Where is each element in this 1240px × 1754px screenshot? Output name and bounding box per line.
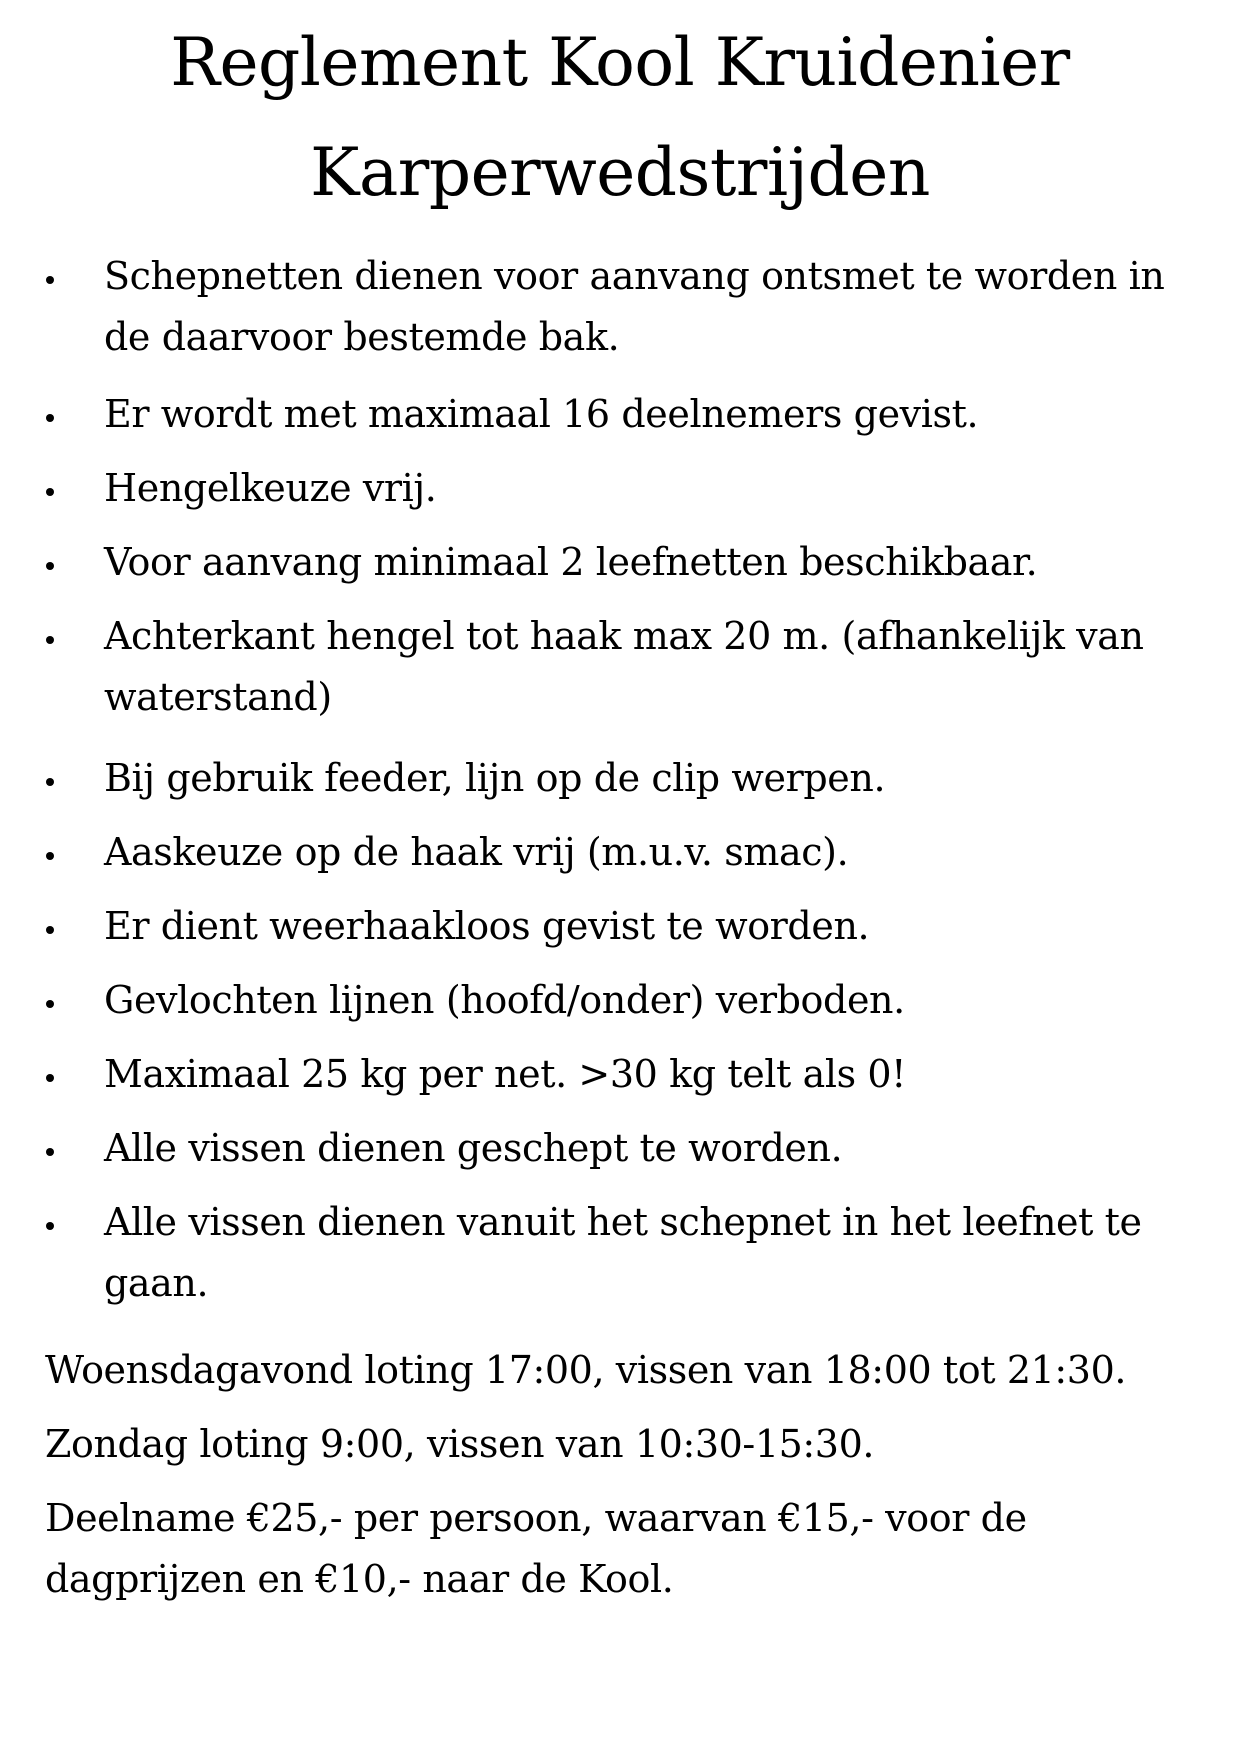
sunday-schedule: Zondag loting 9:00, vissen van 10:30-15:30. <box>45 1422 875 1466</box>
rule-text: Alle vissen dienen geschept te worden. <box>104 1126 843 1170</box>
rule-text: Gevlochten lijnen (hoofd/onder) verboden. <box>104 978 905 1022</box>
bullet-icon <box>46 276 54 284</box>
rule-text: Hengelkeuze vrij. <box>104 466 437 510</box>
rule-text: Schepnetten dienen voor aanvang ontsmet te worden in de daarvoor bestemde bak. <box>104 254 1165 359</box>
bullet-icon <box>46 926 54 934</box>
rule-text: Er dient weerhaakloos gevist te worden. <box>104 904 870 948</box>
bullet-icon <box>46 414 54 422</box>
bullet-icon <box>46 1000 54 1008</box>
bullet-icon <box>46 562 54 570</box>
rule-text: Alle vissen dienen vanuit het schepnet in het leefnet te gaan. <box>104 1200 1142 1305</box>
bullet-icon <box>46 852 54 860</box>
bullet-icon <box>46 778 54 786</box>
bullet-icon <box>46 636 54 644</box>
rule-text: Bij gebruik feeder, lijn op de clip werpen. <box>104 756 886 800</box>
bullet-icon <box>46 1148 54 1156</box>
bullet-icon <box>46 1222 54 1230</box>
rule-text: Achterkant hengel tot haak max 20 m. (afhankelijk van waterstand) <box>104 614 1144 719</box>
title-line-2: Karperwedstrijden <box>310 134 930 211</box>
participation-fee: Deelname €25,- per persoon, waarvan €15,- voor de dagprijzen en €10,- naar de Kool. <box>45 1496 1027 1601</box>
bullet-icon <box>46 1074 54 1082</box>
title-line-1: Reglement Kool Kruidenier <box>170 24 1070 101</box>
rule-text: Aaskeuze op de haak vrij (m.u.v. smac). <box>104 830 849 874</box>
rule-text: Er wordt met maximaal 16 deelnemers gevist. <box>104 392 979 436</box>
wednesday-schedule: Woensdagavond loting 17:00, vissen van 18:00 tot 21:30. <box>45 1348 1127 1392</box>
rule-text: Maximaal 25 kg per net. >30 kg telt als 0! <box>104 1052 907 1096</box>
bullet-icon <box>46 488 54 496</box>
rule-text: Voor aanvang minimaal 2 leefnetten beschikbaar. <box>104 540 1038 584</box>
